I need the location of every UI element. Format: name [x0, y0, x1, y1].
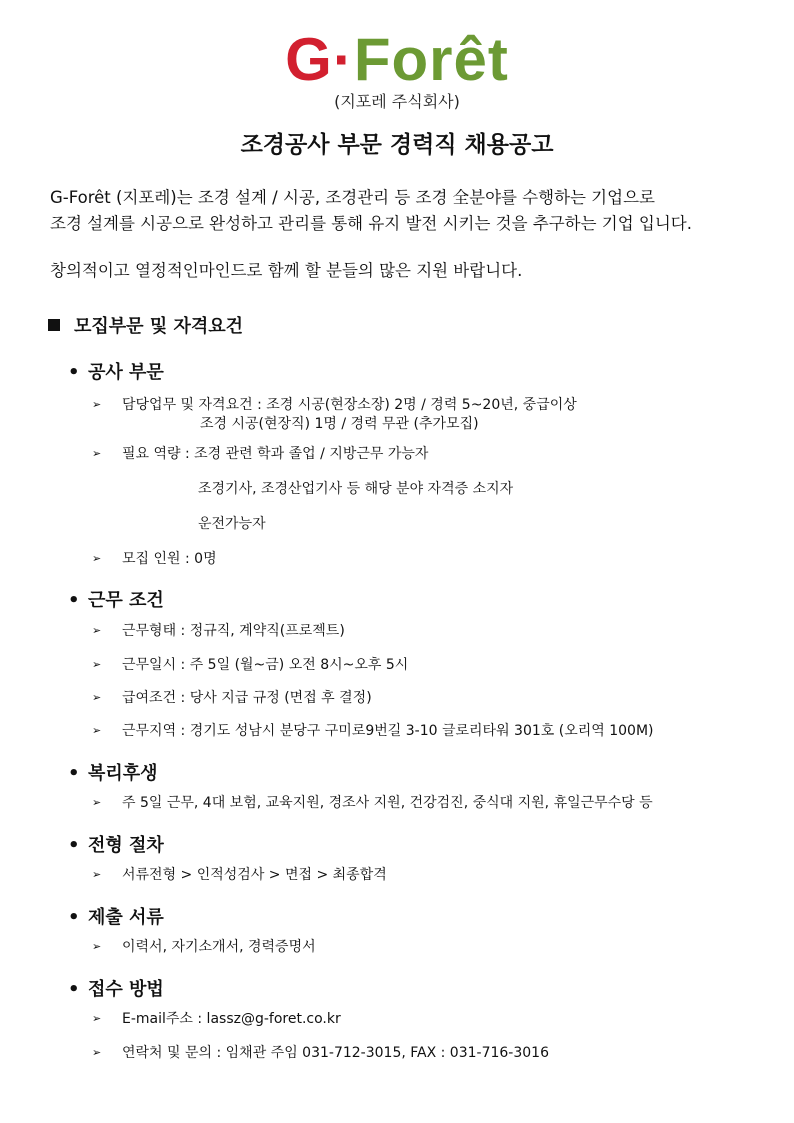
logo-letter-g: G	[285, 26, 333, 93]
item-text: 근무일시 : 주 5일 (월~금) 오전 8시~오후 5시	[122, 657, 409, 673]
item-continuation: 조경기사, 조경산업기사 등 해당 분야 자격증 소지자	[198, 481, 514, 497]
page-title: 조경공사 부문 경력직 채용공고	[240, 132, 554, 158]
arrow-bullet-icon: ➢	[92, 447, 102, 460]
list-item	[92, 1009, 341, 1029]
intro-line: G-Forêt (지포레)는 조경 설계 / 시공, 조경관리 등 조경 全분야를 수행하는 기업으로	[50, 188, 655, 207]
section-heading-text: 모집부문 및 자격요건	[74, 316, 244, 337]
subsection-documents	[68, 905, 164, 931]
subsection-heading: 제출 서류	[88, 907, 164, 928]
item-text: 서류전형 > 인적성검사 > 면접 > 최종합격	[122, 867, 387, 883]
intro-paragraph	[50, 185, 692, 237]
subsection-heading: 공사 부문	[88, 362, 164, 383]
company-logo	[0, 28, 794, 112]
list-item	[92, 721, 654, 741]
subsection-heading: 근무 조건	[88, 590, 164, 611]
item-text: 급여조건 : 당사 지급 규정 (면접 후 결정)	[122, 690, 372, 706]
bullet-icon: •	[68, 907, 80, 928]
email-link[interactable]: E-mail주소 : lassz@g-foret.co.kr	[122, 1011, 341, 1027]
bullet-icon: •	[68, 763, 80, 784]
item-text: 모집 인원 : 0명	[122, 551, 217, 567]
subsection-heading: 전형 절차	[88, 835, 164, 856]
logo-wordmark	[0, 28, 794, 92]
item-text: 주 5일 근무, 4대 보험, 교육지원, 경조사 지원, 건강검진, 중식대 지원, 휴일근무수당 등	[122, 795, 653, 811]
logo-dot: ·	[332, 26, 354, 93]
list-item	[92, 937, 316, 957]
section-heading	[48, 314, 243, 340]
logo-word-foret: Forêt	[353, 26, 509, 93]
item-text: 담당업무 및 자격요건 : 조경 시공(현장소장) 2명 / 경력 5~20년, 중급이상	[122, 397, 577, 413]
arrow-bullet-icon: ➢	[92, 658, 102, 671]
item-text: 근무형태 : 정규직, 계약직(프로젝트)	[122, 623, 345, 639]
bullet-icon: •	[68, 362, 80, 383]
intro-line: 조경 설계를 시공으로 완성하고 관리를 통해 유지 발전 시키는 것을 추구하는 기업 입니다.	[50, 214, 692, 233]
arrow-bullet-icon: ➢	[92, 398, 102, 411]
arrow-bullet-icon: ➢	[92, 1046, 102, 1059]
subsection-process	[68, 833, 164, 859]
arrow-bullet-icon: ➢	[92, 691, 102, 704]
list-item	[92, 444, 428, 464]
arrow-bullet-icon: ➢	[92, 940, 102, 953]
arrow-bullet-icon: ➢	[92, 868, 102, 881]
list-item	[92, 395, 577, 415]
square-bullet-icon	[48, 319, 60, 331]
bullet-icon: •	[68, 590, 80, 611]
arrow-bullet-icon: ➢	[92, 624, 102, 637]
subsection-heading: 복리후생	[88, 763, 158, 784]
item-text: 필요 역량 : 조경 관련 학과 졸업 / 지방근무 가능자	[122, 446, 429, 462]
list-item	[92, 549, 217, 569]
subsection-construction	[68, 360, 164, 386]
item-text: 연락처 및 문의 : 임채관 주임 031-712-3015, FAX : 031-716-3016	[122, 1045, 549, 1061]
list-item	[92, 1043, 549, 1063]
item-text: 근무지역 : 경기도 성남시 분당구 구미로9번길 3-10 글로리타워 301호 (오리역 100M)	[122, 723, 654, 739]
subsection-benefits	[68, 761, 158, 787]
logo-subtitle: (지포레 주식회사)	[334, 92, 460, 111]
intro-closing: 창의적이고 열정적인마인드로 함께 할 분들의 많은 지원 바랍니다.	[50, 261, 523, 280]
list-item	[92, 621, 345, 641]
subsection-apply	[68, 977, 164, 1003]
item-continuation: 조경 시공(현장직) 1명 / 경력 무관 (추가모집)	[200, 416, 479, 432]
subsection-heading: 접수 방법	[88, 979, 164, 1000]
arrow-bullet-icon: ➢	[92, 552, 102, 565]
arrow-bullet-icon: ➢	[92, 796, 102, 809]
subsection-conditions	[68, 588, 164, 614]
list-item	[92, 655, 408, 675]
bullet-icon: •	[68, 979, 80, 1000]
item-continuation: 운전가능자	[198, 516, 266, 532]
bullet-icon: •	[68, 835, 80, 856]
list-item	[92, 688, 372, 708]
list-item	[92, 793, 653, 813]
arrow-bullet-icon: ➢	[92, 1012, 102, 1025]
list-item	[92, 865, 387, 885]
item-text: 이력서, 자기소개서, 경력증명서	[122, 939, 316, 955]
arrow-bullet-icon: ➢	[92, 724, 102, 737]
